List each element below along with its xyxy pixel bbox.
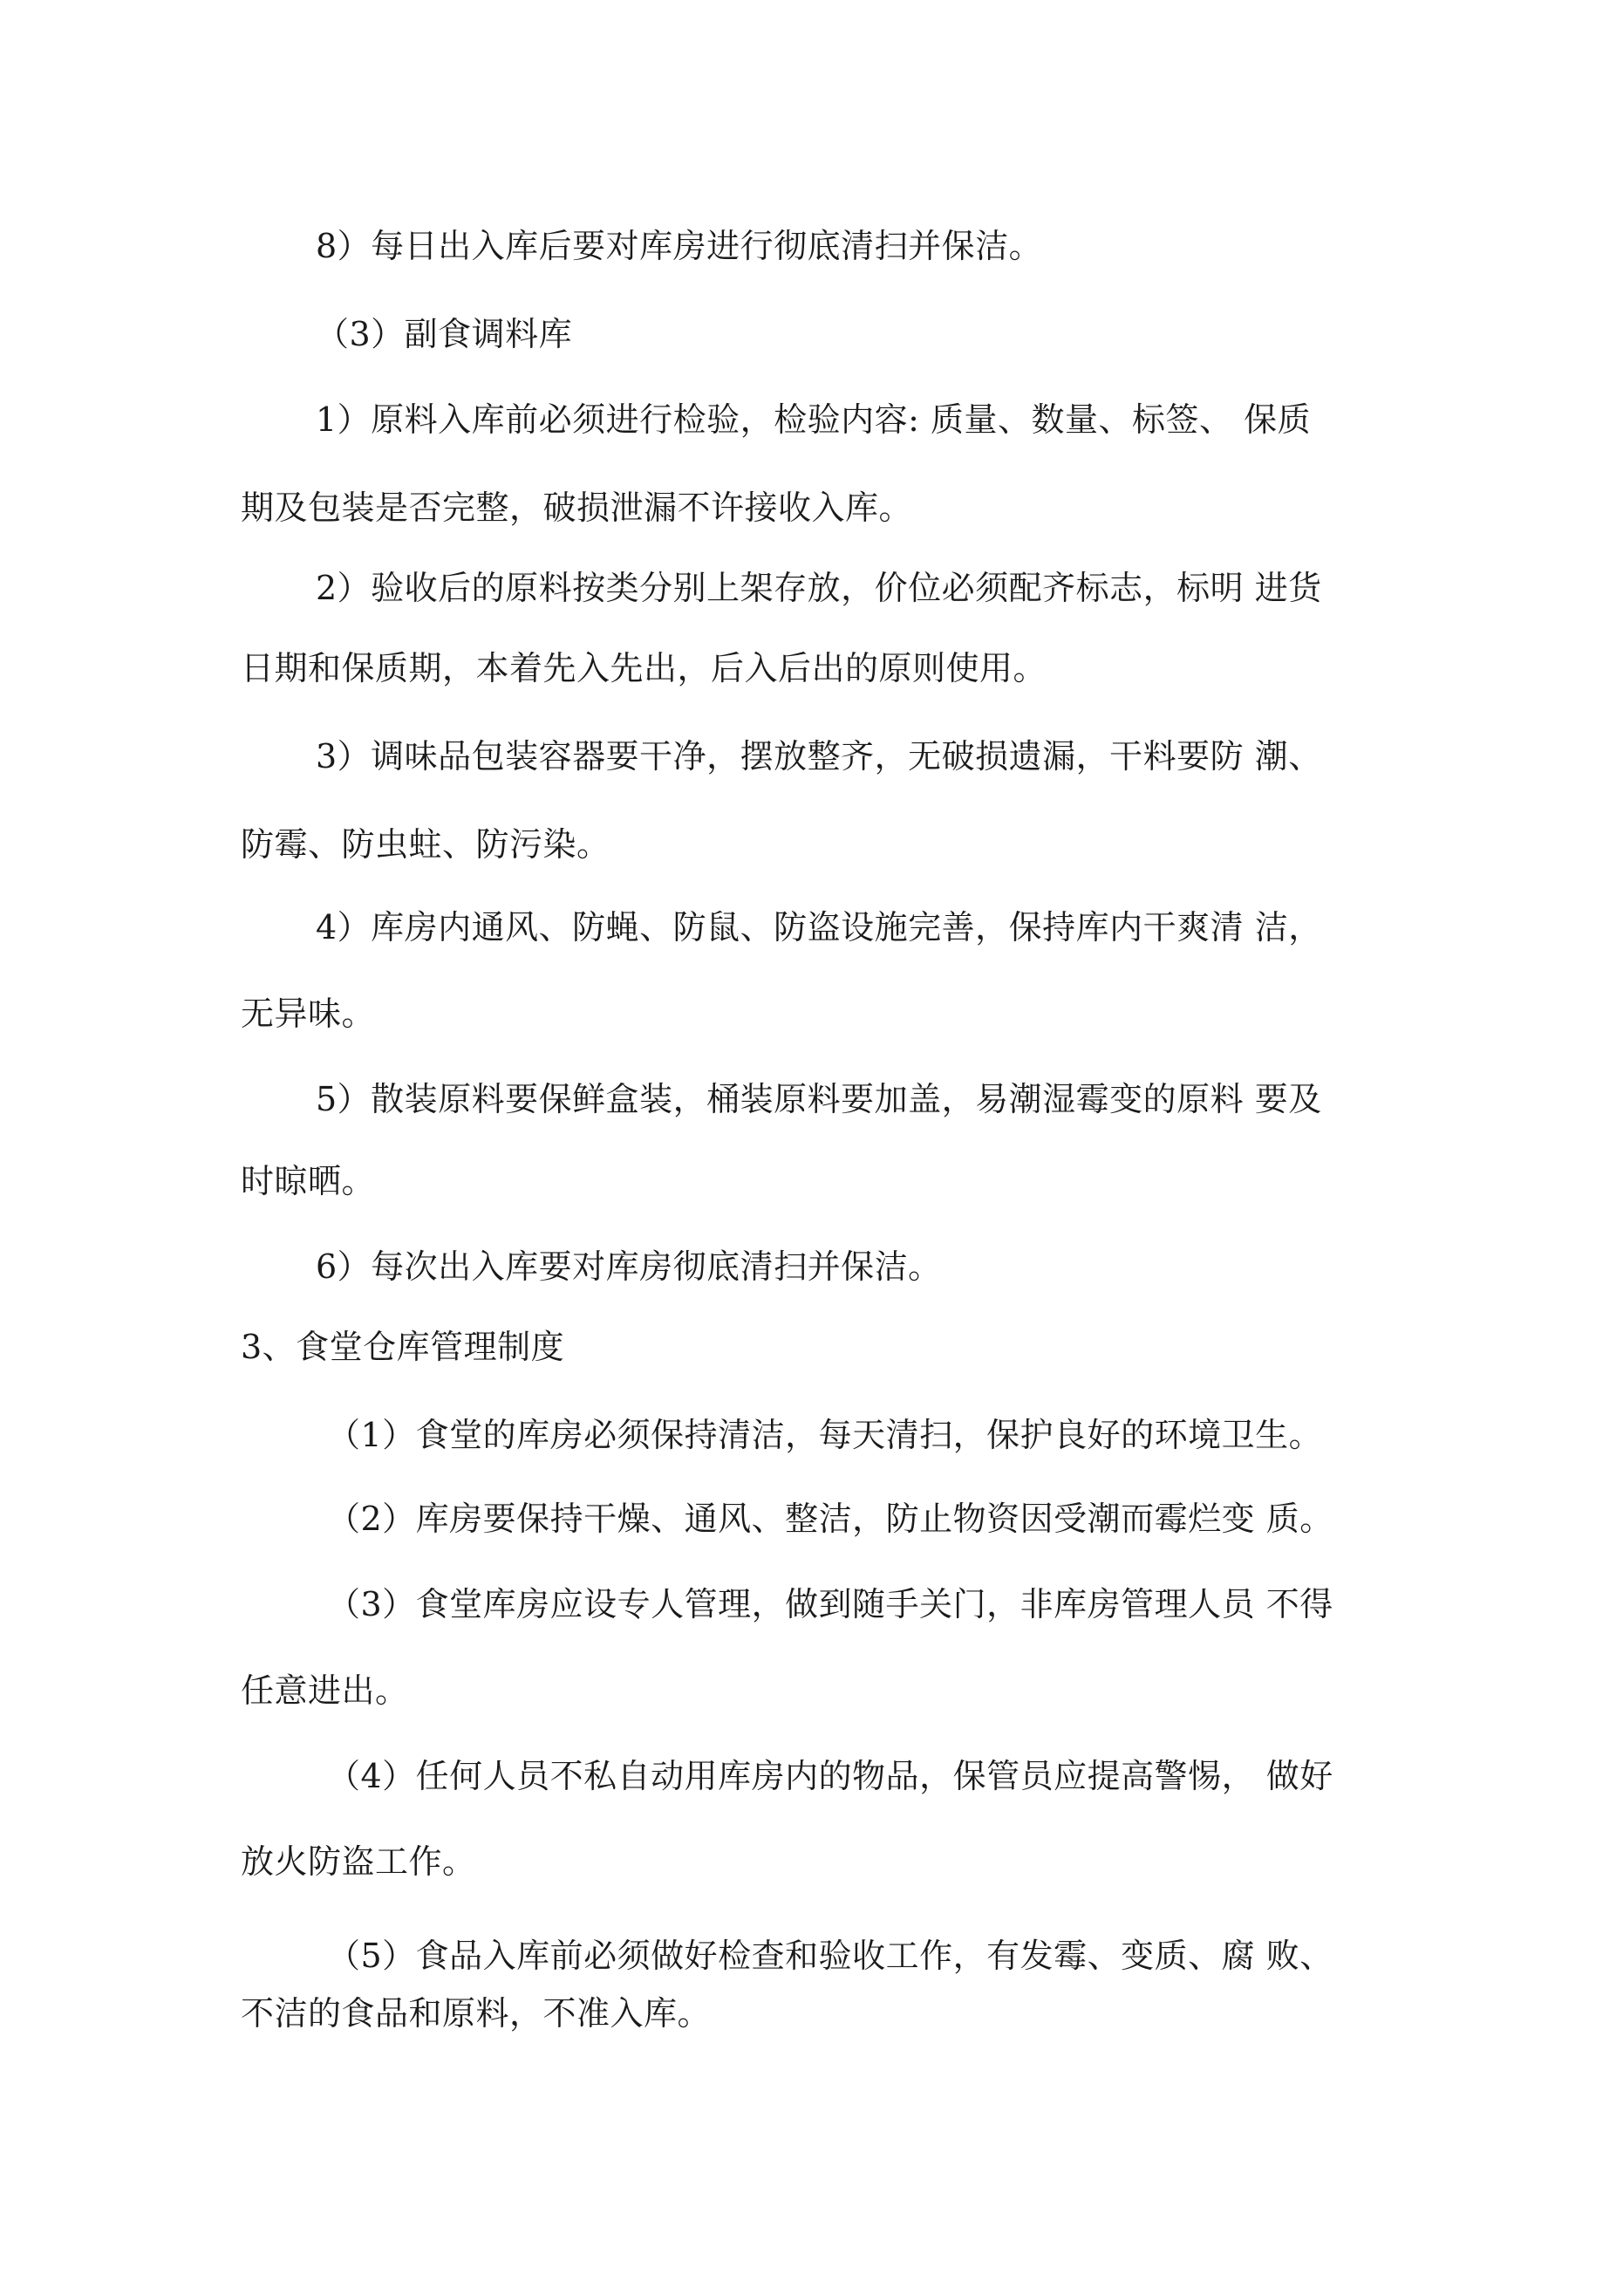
line-3: 1）原料入库前必须进行检验，检验内容: 质量、数量、标签、 保质 [316, 400, 1312, 439]
line-12: 时晾晒。 [241, 1162, 376, 1200]
line-8: 防霉、防虫蛀、防污染。 [241, 825, 610, 864]
line-5: 2）验收后的原料按类分别上架存放，价位必须配齐标志，标明 进货 [316, 569, 1322, 607]
line-7: 3）调味品包装容器要干净，摆放整齐，无破损遗漏，干料要防 潮、 [316, 737, 1322, 776]
line-21: （5）食品入库前必须做好检查和验收工作，有发霉、变质、腐 败、 [327, 1937, 1333, 1975]
line-10: 无异味。 [241, 994, 376, 1033]
line-2: （3）副食调料库 [316, 315, 573, 353]
line-1: 8）每日出入库后要对库房进行彻底清扫并保洁。 [316, 227, 1043, 265]
line-15: （1）食堂的库房必须保持清洁，每天清扫，保护良好的环境卫生。 [327, 1416, 1323, 1454]
line-22: 不洁的食品和原料，不准入库。 [241, 1994, 712, 2033]
line-17: （3）食堂库房应设专人管理，做到随手关门，非库房管理人员 不得 [327, 1585, 1333, 1623]
line-14: 3、食堂仓库管理制度 [241, 1328, 565, 1366]
line-19: （4）任何人员不私自动用库房内的物品，保管员应提高警惕， 做好 [327, 1757, 1333, 1795]
line-9: 4）库房内通风、防蝇、防鼠、防盗设施完善，保持库内干爽清 洁， [316, 908, 1322, 946]
line-18: 任意进出。 [241, 1671, 409, 1710]
line-11: 5）散装原料要保鲜盒装，桶装原料要加盖，易潮湿霉变的原料 要及 [316, 1080, 1322, 1118]
line-4: 期及包装是否完整，破损泄漏不许接收入库。 [241, 489, 913, 527]
line-13: 6）每次出入库要对库房彻底清扫并保洁。 [316, 1247, 942, 1286]
line-16: （2）库房要保持干燥、通风、整洁，防止物资因受潮而霉烂变 质。 [327, 1500, 1333, 1538]
line-20: 放火防盗工作。 [241, 1842, 476, 1881]
line-6: 日期和保质期，本着先入先出，后入后出的原则使用。 [241, 649, 1047, 687]
